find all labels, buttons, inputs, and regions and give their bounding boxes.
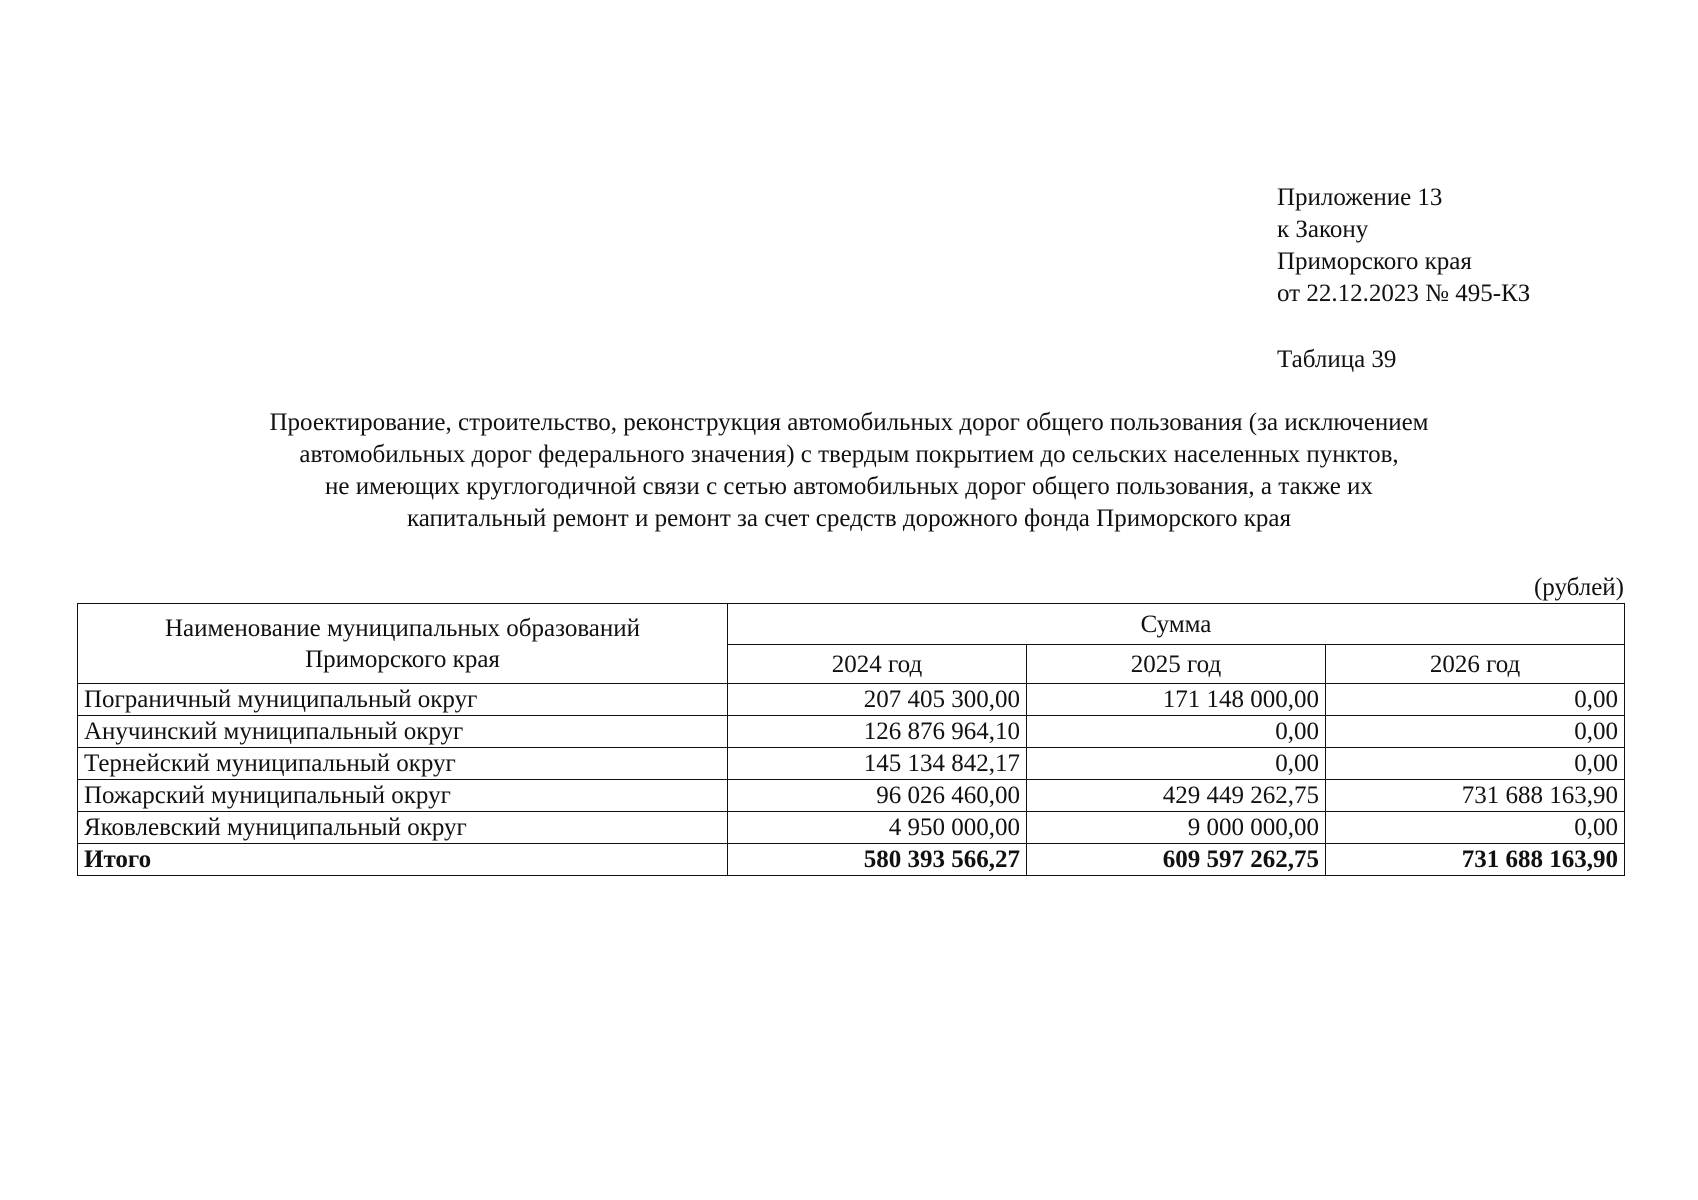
- amount-cell: 429 449 262,75: [1027, 780, 1326, 812]
- appendix-header: [1277, 182, 1530, 310]
- amount-cell: 0,00: [1326, 748, 1625, 780]
- table-row: [78, 780, 1625, 812]
- total-amount-cell: 580 393 566,27: [728, 844, 1027, 876]
- amount-cell: 731 688 163,90: [1326, 780, 1625, 812]
- year-header: 2025 год: [1027, 645, 1326, 684]
- appendix-line: Приморского края: [1277, 248, 1472, 275]
- total-label: Итого: [78, 844, 728, 876]
- total-row: [78, 844, 1625, 876]
- name-column-header: [78, 604, 728, 684]
- amount-cell: 96 026 460,00: [728, 780, 1027, 812]
- amount-cell: 207 405 300,00: [728, 684, 1027, 716]
- municipality-name: Яковлевский муниципальный округ: [78, 812, 728, 844]
- table-header-row: [78, 604, 1625, 645]
- name-header-line: Наименование муниципальных образований: [164, 614, 641, 642]
- amount-cell: 9 000 000,00: [1027, 812, 1326, 844]
- appendix-line: Приложение 13: [1277, 184, 1443, 211]
- municipality-name: Анучинский муниципальный округ: [78, 716, 728, 748]
- year-header: 2024 год: [728, 645, 1027, 684]
- municipality-name: Пожарский муниципальный округ: [78, 780, 728, 812]
- unit-label: (рублей): [1533, 574, 1624, 601]
- title-line: автомобильных дорог федерального значения) с твердым покрытием до сельских населенных пунктов,: [299, 441, 1399, 468]
- amount-cell: 0,00: [1326, 684, 1625, 716]
- year-header: 2026 год: [1326, 645, 1625, 684]
- amount-cell: 4 950 000,00: [728, 812, 1027, 844]
- amount-cell: 0,00: [1027, 716, 1326, 748]
- table-number: Таблица 39: [1277, 346, 1397, 373]
- table-row: [78, 684, 1625, 716]
- amount-cell: 0,00: [1027, 748, 1326, 780]
- amount-cell: 171 148 000,00: [1027, 684, 1326, 716]
- title-line: капитальный ремонт и ремонт за счет средств дорожного фонда Приморского края: [406, 505, 1292, 532]
- municipality-name: Пограничный муниципальный округ: [78, 684, 728, 716]
- amount-cell: 0,00: [1326, 716, 1625, 748]
- amount-cell: 0,00: [1326, 812, 1625, 844]
- appendix-line: к Закону: [1277, 216, 1369, 243]
- document-title: [150, 407, 1548, 535]
- total-amount-cell: 609 597 262,75: [1027, 844, 1326, 876]
- title-line: не имеющих круглогодичной связи с сетью автомобильных дорог общего пользования, а также их: [325, 473, 1373, 500]
- total-amount-cell: 731 688 163,90: [1326, 844, 1625, 876]
- appendix-line: от 22.12.2023 № 495-КЗ: [1277, 280, 1531, 307]
- table-row: [78, 812, 1625, 844]
- table-row: [78, 716, 1625, 748]
- amount-cell: 145 134 842,17: [728, 748, 1027, 780]
- funding-table: [77, 603, 1625, 876]
- title-line: Проектирование, строительство, реконструкция автомобильных дорог общего пользования (за исключением: [269, 409, 1429, 436]
- name-header-line: Приморского края: [305, 645, 500, 673]
- municipality-name: Тернейский муниципальный округ: [78, 748, 728, 780]
- sum-header: Сумма: [728, 604, 1625, 645]
- amount-cell: 126 876 964,10: [728, 716, 1027, 748]
- table-row: [78, 748, 1625, 780]
